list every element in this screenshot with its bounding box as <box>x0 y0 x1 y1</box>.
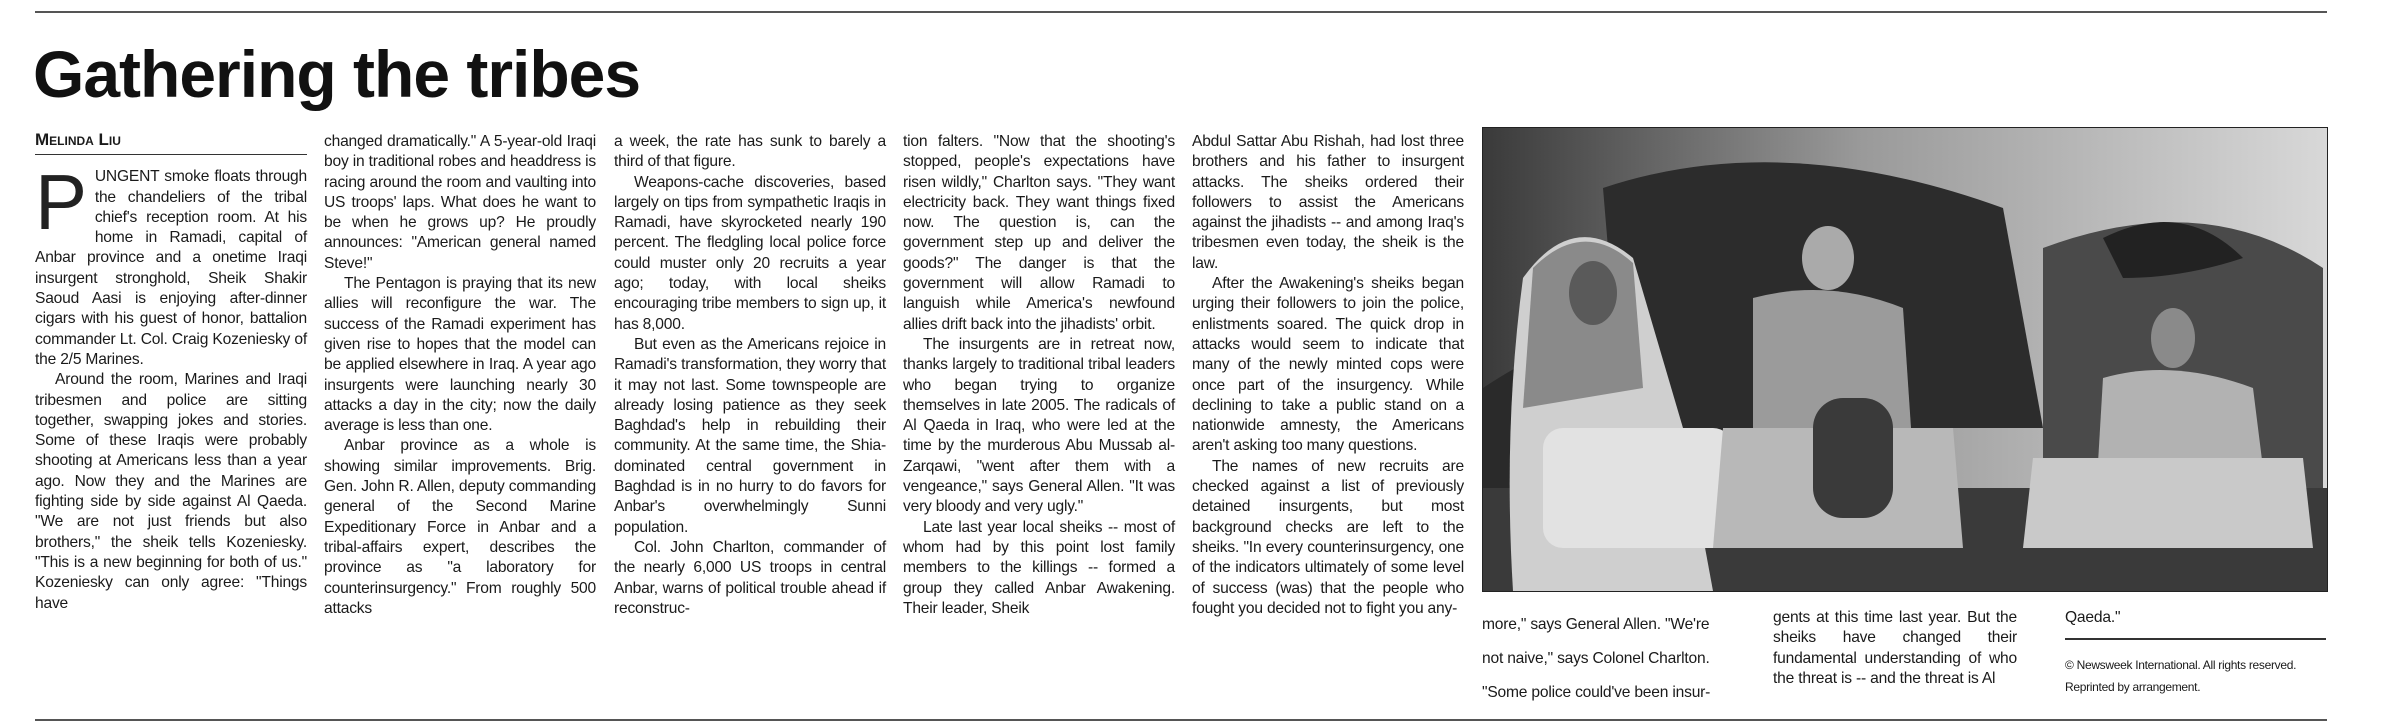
paragraph-text: UNGENT smoke floats through the chandeliers of the tribal chief's reception room. At his home in Ramadi, capital of Anbar province and a onetime Iraqi insurgent stronghold, Sheik Shakir Saoud Aasi is enjoying after-dinner cigars with his guest of honor, battalion commander Lt. Col. Craig Kozeniesky of the 2/5 Marines. <box>35 168 307 368</box>
paragraph: Col. John Charlton, commander of the nearly 6,000 US troops in central Anbar, warns of political trouble ahead if reconstruc- <box>614 538 886 617</box>
reprint-notice: Reprinted by arrangement. <box>2065 679 2201 694</box>
paragraph: Qaeda." <box>2065 609 2121 626</box>
paragraph: Anbar province as a whole is showing similar improvements. Brig. Gen. John R. Allen, deputy commanding general of the Second Marine Expeditionary Force in Anbar and a tribal-affairs expert, describes the province as "a laboratory for counterinsurgency." From roughly 500 attacks <box>324 437 596 617</box>
paragraph: tion falters. "Now that the shooting's stopped, people's expectations have risen wildly," Charlton says. "They want electricity back. They want things fixed now. The question is, can the government step up and deliver the goods?" The danger is that the government will allow Ramadi to languish while America's newfound allies drift back into the jihadists' orbit. <box>903 133 1175 333</box>
article-column-5 <box>1192 132 1464 619</box>
paragraph: But even as the Americans rejoice in Ramadi's transformation, they worry that it may not last. Some townspeople are already losing patience as they seek Baghdad's help in rebuilding their community. At the same time, the Shia-dominated central government in Baghdad is in no hurry to do favors for Anbar's overwhelmingly Sunni population. <box>614 335 886 536</box>
top-rule <box>35 11 2327 13</box>
article-column-2 <box>324 132 596 619</box>
paragraph: After the Awakening's sheiks began urging their followers to join the police, enlistments soared. The quick drop in attacks would seem to indicate that many of the newly minted cops were once part of the insurgency. While declining to take a public stand on a nationwide amnesty, the Americans aren't asking too many questions. <box>1192 275 1464 455</box>
drop-cap: P <box>35 158 87 247</box>
article-photo <box>1482 127 2328 592</box>
caption-column-3 <box>2065 608 2326 698</box>
copyright-notice: © Newsweek International. All rights reserved. <box>2065 657 2297 672</box>
text-line: "Some police could've been insur- <box>1482 684 1711 701</box>
paragraph: changed dramatically." A 5-year-old Iraqi boy in traditional robes and headdress is racing around the room and vaulting into US troops' laps. What does he want to be when he grows up? He proudly announces: "American general named Steve!" <box>324 133 596 272</box>
text-line: not naive," says Colonel Charlton. <box>1482 650 1710 667</box>
paragraph <box>35 158 307 370</box>
paragraph: The names of new recruits are checked against a list of previously detained insurgents, but most background checks are left to the sheiks. "In every counterinsurgency, one of the indicators ultimately of some level of success (was) that the people who fought you decided not to fight you any- <box>1192 457 1464 617</box>
paragraph: a week, the rate has sunk to barely a third of that figure. <box>614 133 886 171</box>
caption-column-1 <box>1482 608 1726 710</box>
paragraph: Abdul Sattar Abu Rishah, had lost three brothers and his father to insurgent attacks. The sheiks ordered their followers to assist the Americans against the jihadists -- and among Iraq's tribesmen even today, the sheik is the law. <box>1192 133 1464 272</box>
text-line: more," says General Allen. "We're <box>1482 616 1710 633</box>
article-column-4 <box>903 132 1175 619</box>
paragraph: Around the room, Marines and Iraqi tribesmen and police are sitting together, swapping jokes and stories. Some of these Iraqis were probably shooting at Americans less than a year ago. Now they and the Marines are fighting side by side against Al Qaeda. "We are not just friends but also brothers," the sheik tells Kozeniesky. "This is a new beginning for both of us." Kozeniesky can only agree: "Things have <box>35 371 307 612</box>
end-rule <box>2065 638 2326 640</box>
paragraph: Late last year local sheiks -- most of whom had by this point lost family members to the killings -- formed a group they called Anbar Awakening. Their leader, Sheik <box>903 518 1175 617</box>
caption-column-2 <box>1773 608 2017 689</box>
article-column-1 <box>35 130 307 614</box>
paragraph: Weapons-cache discoveries, based largely on tips from sympathetic Iraqis in Ramadi, have skyrocketed nearly 190 percent. The fledgling local police force could muster only 20 recruits a year ago; today, with local sheiks encouraging tribe members to sign up, it has 8,000. <box>614 173 886 333</box>
article-column-3 <box>614 132 886 619</box>
bottom-rule <box>35 719 2327 721</box>
photo-sheiks-and-marines <box>1483 128 2327 591</box>
paragraph: gents at this time last year. But the sheiks have changed their fundamental understanding of who the threat is -- and the threat is Al <box>1773 609 2017 687</box>
byline: Melinda Liu <box>35 130 307 155</box>
paragraph: The insurgents are in retreat now, thanks largely to traditional tribal leaders who began trying to organize themselves in late 2005. The radicals of Al Qaeda in Iraq, who were led at the time by the murderous Abu Mussab al-Zarqawi, "went after them with a vengeance," says General Allen. "It was very bloody and very ugly." <box>903 335 1175 516</box>
headline: Gathering the tribes <box>33 37 641 111</box>
paragraph: The Pentagon is praying that its new allies will reconfigure the war. The success of the Ramadi experiment has given rise to hopes that the model can be applied elsewhere in Iraq. A year ago insurgents were launching nearly 30 attacks a day in the city; now the daily average is less than one. <box>324 275 596 435</box>
